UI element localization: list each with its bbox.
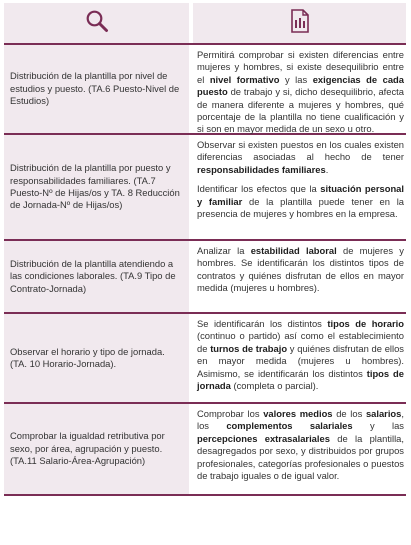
description-text: de mujeres y hombres. Se identificarán los distintos tipos de contratos y quiénes disfrutan de ellos en mayor medida (mujeres u hombres). [197, 245, 404, 294]
description-text: y quiénes disfrutan de ellos en mayor medida (mujeres u hombres). Asimismo, se identificarán los distintos [197, 342, 404, 379]
table-header [4, 3, 406, 43]
highlight-text: valores medios [263, 408, 333, 419]
row-topic [4, 404, 189, 494]
description-paragraph [197, 318, 404, 392]
description-text: de los [332, 408, 366, 419]
document-list-icon [290, 9, 310, 38]
row-description [193, 404, 406, 494]
description-text: (continuo o partido) así como el establecimiento de [197, 330, 404, 354]
row-topic [4, 241, 189, 312]
description-paragraph [197, 139, 404, 176]
description-text: y las [352, 420, 404, 432]
description-text: (completa o parcial). [230, 380, 319, 392]
row-topic [4, 135, 189, 239]
highlight-text: tipos de jornada [197, 367, 404, 392]
highlight-text: estabilidad laboral [250, 245, 337, 256]
description-text: Identificar los efectos que la [197, 183, 321, 195]
table-body [4, 43, 406, 496]
highlight-text: responsabilidades familiares [197, 163, 326, 175]
description-text: de la plantilla puede tener en la presencia de mujeres y hombres en la empresa. [197, 195, 404, 220]
table-row [4, 402, 406, 496]
row-description [193, 45, 406, 133]
row-topic-text: Comprobar la igualdad retributiva por sexo, por área, agrupación y puesto. (TA.11 Salario-Área-Agrupación) [10, 430, 165, 467]
row-topic-text: Distribución de la plantilla por puesto y responsabilidades familiares. (TA.7 Puesto-Nº de Hijas/os y TA. 8 Reducción de Jornada-Nº de Hijas/os) [10, 162, 180, 211]
row-topic-text: Distribución de la plantilla atendiendo a las condiciones laborales. (TA.9 Tipo de Contrato-Jornada) [10, 257, 176, 294]
description-text: y las [279, 73, 313, 85]
search-icon [85, 9, 109, 38]
description-text: de trabajo y si, dicho desequilibrio, afecta de manera diferente a mujeres y hombres, qué porcentaje de la plantilla no tiene cualificación y si son en mayor medida de un sexo u otro. [197, 86, 404, 135]
highlight-text: complementos salariales [226, 420, 353, 432]
row-topic [4, 314, 189, 402]
highlight-text: situación personal y familiar [197, 183, 404, 207]
description-text: Se identificarán los distintos [197, 318, 328, 329]
row-description [193, 314, 406, 402]
row-topic-text: Distribución de la plantilla por nivel de estudios y puesto. (TA.6 Puesto-Nivel de Estudios) [10, 70, 180, 107]
description-text: Comprobar los [197, 408, 264, 419]
description-text: Analizar la [197, 245, 251, 256]
header-cell-document [193, 3, 406, 43]
table-row [4, 43, 406, 133]
description-text: de la plantilla, desagregados por sexo, y distribuidos por grupos profesionales, categorías profesionales o puestos de trabajo iguales o de igual valor. [197, 432, 404, 482]
description-text: , los [197, 408, 404, 432]
table-row [4, 239, 406, 312]
description-paragraph [197, 49, 404, 136]
table-row [4, 133, 406, 239]
highlight-text: nivel formativo [209, 73, 280, 85]
row-topic-text: Observar el horario y tipo de jornada. (TA. 10 Horario-Jornada). [10, 345, 165, 369]
header-cell-search [4, 3, 189, 43]
description-paragraph [197, 408, 404, 482]
highlight-text: exigencias de cada puesto [197, 73, 404, 98]
highlight-text: salarios [365, 408, 402, 419]
highlight-text: turnos de trabajo [210, 342, 288, 354]
description-text: Permitirá comprobar si existen diferencias entre mujeres y hombres, si existe desequilibrio entre el [197, 49, 404, 85]
description-paragraph [197, 183, 404, 220]
description-text: Observar si existen puestos en los cuales existen diferencias asociadas al hecho de tener [197, 139, 404, 163]
row-topic [4, 45, 189, 133]
row-description [193, 241, 406, 312]
description-text: . [325, 163, 329, 175]
highlight-text: tipos de horario [327, 318, 404, 329]
highlight-text: percepciones extrasalariales [197, 432, 330, 444]
table-row [4, 312, 406, 402]
description-paragraph [197, 245, 404, 295]
row-description [193, 135, 406, 239]
